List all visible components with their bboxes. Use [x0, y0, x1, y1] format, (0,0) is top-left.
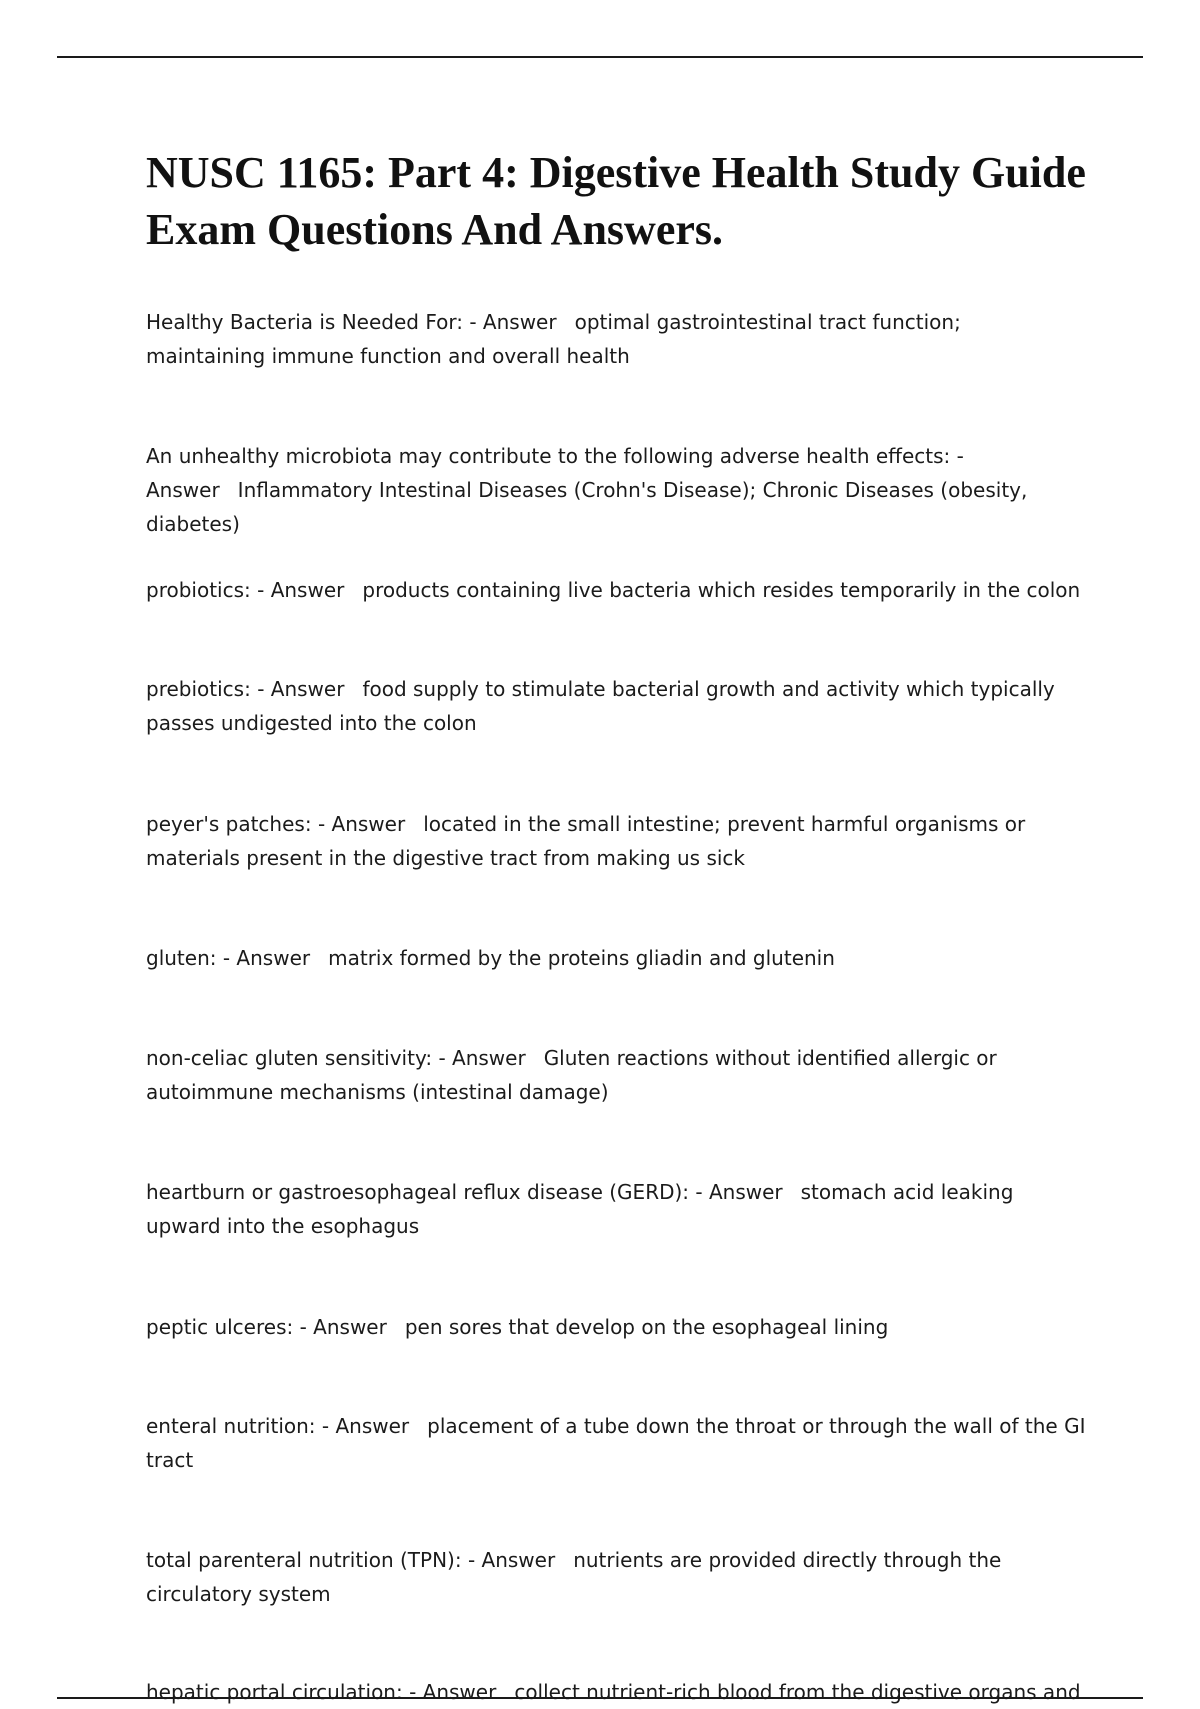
answer-text: located in the small intestine; prevent harmful organisms or materials present in the digestive tract from making us sick	[146, 812, 1026, 870]
answer-text: matrix formed by the proteins gliadin and glutenin	[328, 946, 835, 970]
question-text: hepatic portal circulation:	[146, 1680, 403, 1704]
question-text: non-celiac gluten sensitivity:	[146, 1046, 433, 1070]
answer-label: - Answer	[222, 946, 311, 970]
answer-label: - Answer	[321, 1414, 410, 1438]
answer-label: - Answer	[146, 444, 964, 502]
header-divider	[57, 56, 1143, 58]
answer-label: - Answer	[317, 812, 406, 836]
answer-label: - Answer	[695, 1180, 783, 1204]
answer-label: - Answer	[467, 1548, 556, 1572]
question-text: gluten:	[146, 946, 217, 970]
qa-item	[146, 941, 1086, 975]
qa-item	[146, 1310, 1086, 1344]
question-text: total parenteral nutrition (TPN):	[146, 1548, 462, 1572]
answer-label: - Answer	[438, 1046, 526, 1070]
answer-text: products containing live bacteria which resides temporarily in the colon	[362, 578, 1081, 602]
answer-label: - Answer	[257, 677, 345, 701]
footer-divider	[57, 1697, 1143, 1699]
question-text: An unhealthy microbiota may contribute to the following adverse health effects:	[146, 444, 951, 468]
qa-item	[146, 439, 1086, 541]
qa-item	[146, 573, 1086, 607]
qa-item	[146, 1409, 1086, 1477]
question-text: probiotics:	[146, 578, 251, 602]
qa-item	[146, 672, 1086, 740]
answer-label: - Answer	[409, 1680, 497, 1704]
answer-text: placement of a tube down the throat or through the wall of the GI tract	[146, 1414, 1086, 1472]
qa-item	[146, 1675, 1086, 1709]
question-text: peptic ulceres:	[146, 1315, 294, 1339]
question-text: Healthy Bacteria is Needed For:	[146, 310, 463, 334]
document-title: NUSC 1165: Part 4: Digestive Health Study Guide Exam Questions And Answers.	[146, 148, 1086, 254]
qa-item	[146, 1175, 1086, 1243]
answer-text: pen sores that develop on the esophageal lining	[404, 1315, 889, 1339]
question-text: prebiotics:	[146, 677, 251, 701]
question-text: peyer's patches:	[146, 812, 312, 836]
answer-text: optimal gastrointestinal tract function; maintaining immune function and overall health	[146, 310, 961, 368]
answer-label: - Answer	[299, 1315, 387, 1339]
qa-item	[146, 305, 1086, 373]
answer-text: nutrients are provided directly through the circulatory system	[146, 1548, 1002, 1606]
question-text: enteral nutrition:	[146, 1414, 316, 1438]
answer-label: - Answer	[469, 310, 557, 334]
qa-item	[146, 807, 1086, 875]
answer-text: Gluten reactions without identified allergic or autoimmune mechanisms (intestinal damage)	[146, 1046, 997, 1104]
qa-item	[146, 1543, 1086, 1611]
answer-text: stomach acid leaking upward into the esophagus	[146, 1180, 1014, 1238]
answer-text: food supply to stimulate bacterial growth and activity which typically passes undigested into the colon	[146, 677, 1055, 735]
answer-text: collect nutrient-rich blood from the digestive organs and	[514, 1680, 1081, 1704]
answer-label: - Answer	[257, 578, 345, 602]
question-text: heartburn or gastroesophageal reflux disease (GERD):	[146, 1180, 690, 1204]
answer-text: Inflammatory Intestinal Diseases (Crohn's Disease); Chronic Diseases (obesity, diabetes)	[146, 478, 1028, 536]
qa-item	[146, 1041, 1086, 1109]
